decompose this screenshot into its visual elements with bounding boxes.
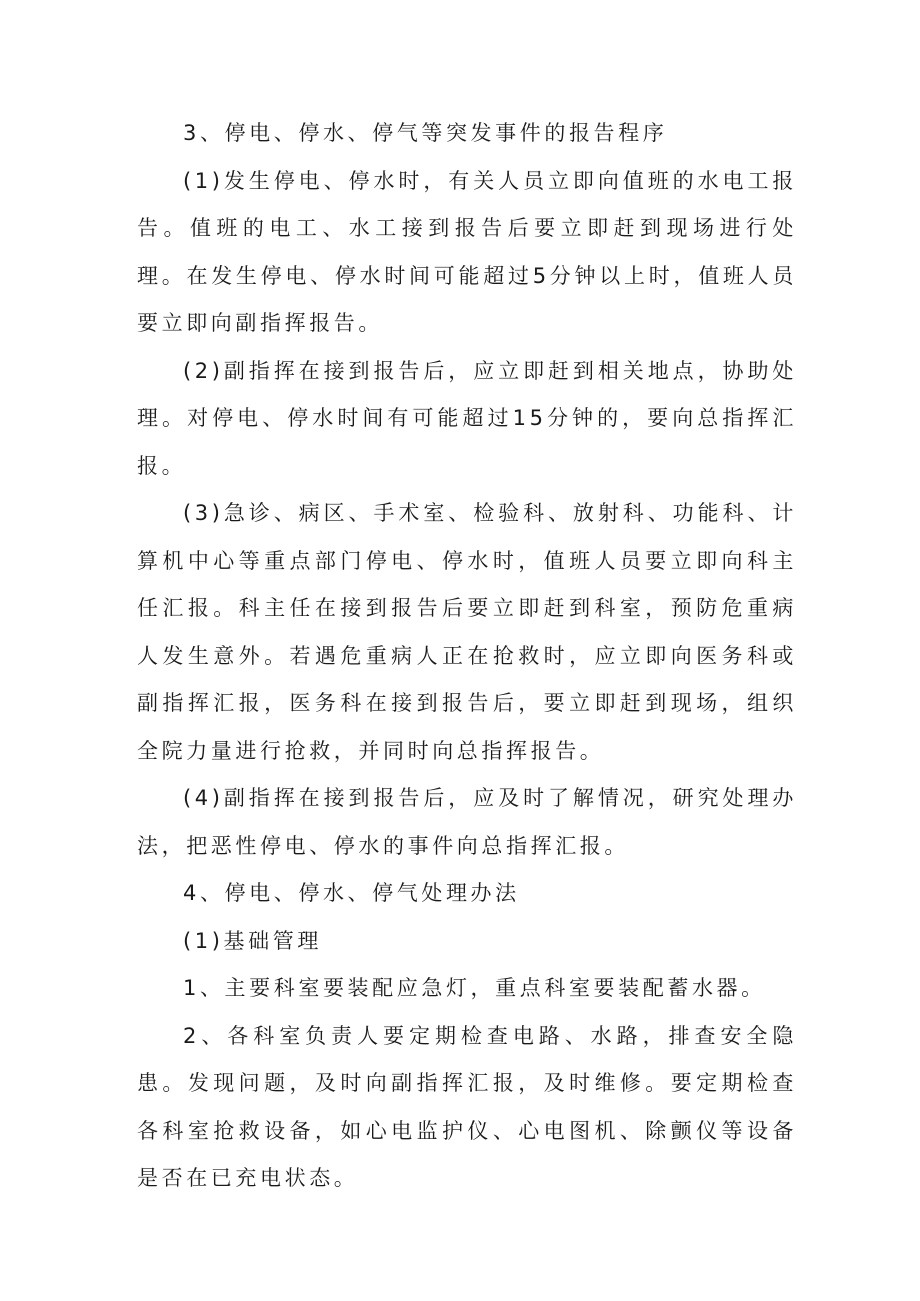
document-body [137,110,797,1203]
paragraph-item-1: (1)发生停电、停水时，有关人员立即向值班的水电工报告。值班的电工、水工接到报告后要立即赶到现场进行处理。在发生停电、停水时间可能超过5分钟以上时，值班人员要立即向副指挥报告。 [137,168,797,335]
subheading-basic-management: (1)基础管理 [183,928,322,953]
paragraph-item-2: (2)副指挥在接到报告后，应立即赶到相关地点，协助处理。对停电、停水时间有可能超过15分钟的，要向总指挥汇报。 [137,358,797,478]
paragraph-item-3: (3)急诊、病区、手术室、检验科、放射科、功能科、计算机中心等重点部门停电、停水时，值班人员要立即向科主任汇报。科主任在接到报告后要立即赶到科室，预防危重病人发生意外。若遇危重病人正在抢救时，应立即向医务科或副指挥汇报，医务科在接到报告后，要立即赶到现场，组织全院力量进行抢救，并同时向总指挥报告。 [137,501,797,763]
section-heading-handling-methods: 4、停电、停水、停气处理办法 [183,881,520,905]
paragraph-rule-2: 2、各科室负责人要定期检查电路、水路，排查安全隐患。发现问题，及时向副指挥汇报，及时维修。要定期检查各科室抢救设备，如心电监护仪、心电图机、除颤仪等设备是否在已充电状态。 [137,1023,797,1190]
paragraph-rule-1: 1、主要科室要装配应急灯，重点科室要装配蓄水器。 [183,976,766,1000]
section-heading-report-procedure: 3、停电、停水、停气等突发事件的报告程序 [183,121,668,145]
paragraph-item-4: (4)副指挥在接到报告后，应及时了解情况，研究处理办法，把恶性停电、停水的事件向总指挥汇报。 [137,786,797,858]
